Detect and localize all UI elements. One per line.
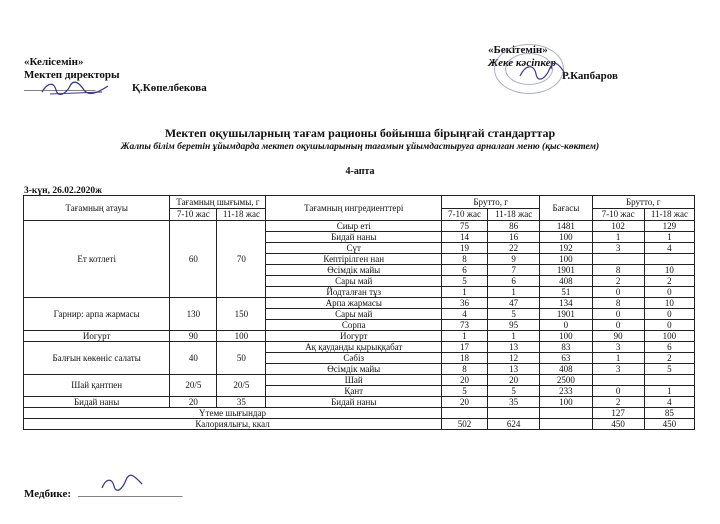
- table-row: [24, 220, 695, 231]
- cost-11-18: 10: [644, 264, 694, 275]
- ingredient-name: Иогурт: [266, 330, 442, 341]
- brutto-11-18: 16: [488, 231, 540, 242]
- ingredient-name: Қант: [266, 385, 442, 396]
- approval-right-title: «Бекітемін»: [488, 44, 548, 56]
- ingredient-name: Шай: [266, 374, 442, 385]
- brutto-11-18: 1: [488, 286, 540, 297]
- cost-7-10: 1: [592, 352, 644, 363]
- header-age-11-18: 11-18 жас: [217, 209, 266, 220]
- dish-name: Шай қантпен: [24, 374, 170, 396]
- dish-yield-7-10: 90: [170, 330, 217, 341]
- price: 2500: [540, 374, 592, 385]
- brutto-11-18: 5: [488, 385, 540, 396]
- cost-7-10: [592, 374, 644, 385]
- header-brutto-age-11-18: 11-18 жас: [488, 209, 540, 220]
- cost-7-10: 2: [592, 275, 644, 286]
- brutto-11-18: 22: [488, 242, 540, 253]
- approval-left-position: Мектеп директоры: [24, 69, 120, 81]
- ingredient-name: Сары май: [266, 275, 442, 286]
- cost-7-10: 0: [592, 286, 644, 297]
- brutto-7-10: 8: [442, 363, 488, 374]
- nurse-signature: [98, 474, 146, 494]
- document-title: Мектеп оқушыларның тағам рационы бойынша бірыңғай стандарттар: [164, 126, 556, 140]
- ingredient-name: Бидай наны: [266, 231, 442, 242]
- table-row: [24, 297, 695, 308]
- price: 0: [540, 319, 592, 330]
- calorie-11-18: 624: [488, 418, 540, 429]
- cost-7-10: 0: [592, 308, 644, 319]
- total-cost-11-18: 85: [644, 407, 694, 418]
- cost-7-10: 3: [592, 341, 644, 352]
- header-dish: Тағамның атауы: [24, 195, 170, 220]
- ingredient-name: Кептірілген нан: [266, 253, 442, 264]
- brutto-7-10: 6: [442, 264, 488, 275]
- cost-7-10: 1: [592, 231, 644, 242]
- price: 100: [540, 330, 592, 341]
- cost-7-10: [592, 253, 644, 264]
- calorie-row: [24, 418, 695, 429]
- week-label: 4-апта: [345, 166, 375, 177]
- brutto-11-18: 6: [488, 275, 540, 286]
- dish-name: Иогурт: [24, 330, 170, 341]
- header-brutto: Брутто, г: [442, 195, 540, 209]
- price: 51: [540, 286, 592, 297]
- brutto-7-10: 75: [442, 220, 488, 231]
- ingredient-name: Сары май: [266, 308, 442, 319]
- brutto-7-10: 19: [442, 242, 488, 253]
- price: 1901: [540, 264, 592, 275]
- brutto-11-18: 9: [488, 253, 540, 264]
- cost-11-18: [644, 374, 694, 385]
- cost-7-10: 8: [592, 264, 644, 275]
- ingredient-name: Йодталған тұз: [266, 286, 442, 297]
- brutto-11-18: 35: [488, 396, 540, 407]
- brutto-7-10: 18: [442, 352, 488, 363]
- cost-11-18: 1: [644, 231, 694, 242]
- brutto-11-18: 13: [488, 341, 540, 352]
- brutto-7-10: 1: [442, 330, 488, 341]
- director-signature: [40, 80, 110, 98]
- cost-11-18: 129: [644, 220, 694, 231]
- brutto-7-10: 8: [442, 253, 488, 264]
- total-cost-7-10: 127: [592, 407, 644, 418]
- table-row: [24, 374, 695, 385]
- price: 1481: [540, 220, 592, 231]
- dish-name: Бидай наны: [24, 396, 170, 407]
- approval-left-line: _____________: [24, 80, 96, 92]
- ingredient-name: Сүт: [266, 242, 442, 253]
- cost-11-18: [644, 253, 694, 264]
- header-yield: Тағамның шығымы, г: [170, 195, 266, 209]
- price: 408: [540, 275, 592, 286]
- price: 233: [540, 385, 592, 396]
- brutto-7-10: 1: [442, 286, 488, 297]
- price: 408: [540, 363, 592, 374]
- header-brutto-2: Брутто, г: [592, 195, 694, 209]
- document-subtitle: Жалпы білім беретін ұйымдарда мектеп оқушыларының тағамын ұйымдастыруға арналған меню (қыс-көктем): [120, 142, 600, 152]
- approval-right-name: Р.Капбаров: [562, 70, 618, 82]
- brutto-7-10: 20: [442, 396, 488, 407]
- dish-yield-11-18: 150: [217, 297, 266, 330]
- nurse-label: Медбике:: [24, 488, 71, 500]
- dish-name: Гарнир: арпа жармасы: [24, 297, 170, 330]
- ingredient-name: Өсімдік майы: [266, 264, 442, 275]
- cost-11-18: 5: [644, 363, 694, 374]
- calorie-label: Калориялығы, ккал: [24, 418, 442, 429]
- cost-7-10: 0: [592, 319, 644, 330]
- cost-11-18: 1: [644, 385, 694, 396]
- dish-yield-7-10: 20/5: [170, 374, 217, 396]
- total-label: Үтеме шығындар: [24, 407, 442, 418]
- brutto-7-10: 5: [442, 385, 488, 396]
- dish-yield-11-18: 50: [217, 341, 266, 374]
- cost-11-18: 10: [644, 297, 694, 308]
- brutto-11-18: 12: [488, 352, 540, 363]
- brutto-7-10: 17: [442, 341, 488, 352]
- cost-11-18: 2: [644, 352, 694, 363]
- header-price: Бағасы: [540, 195, 592, 220]
- dish-yield-7-10: 40: [170, 341, 217, 374]
- brutto-11-18: 47: [488, 297, 540, 308]
- price: 100: [540, 253, 592, 264]
- brutto-11-18: 7: [488, 264, 540, 275]
- cost-11-18: 0: [644, 319, 694, 330]
- cost-7-10: 2: [592, 396, 644, 407]
- cost-11-18: 6: [644, 341, 694, 352]
- cost-7-10: 0: [592, 385, 644, 396]
- ingredient-name: Өсімдік майы: [266, 363, 442, 374]
- header-brutto2-age-7-10: 7-10 жас: [592, 209, 644, 220]
- dish-yield-11-18: 100: [217, 330, 266, 341]
- ingredient-name: Сорпа: [266, 319, 442, 330]
- ingredient-name: Арпа жармасы: [266, 297, 442, 308]
- brutto-7-10: 73: [442, 319, 488, 330]
- price: 134: [540, 297, 592, 308]
- ingredient-name: Сиыр еті: [266, 220, 442, 231]
- header-ingredients: Тағамның ингредиенттері: [266, 195, 442, 220]
- price: 100: [540, 396, 592, 407]
- cost-11-18: 0: [644, 308, 694, 319]
- calorie-cost-7-10: 450: [592, 418, 644, 429]
- dish-name: Балғын көкөніс салаты: [24, 341, 170, 374]
- entrepreneur-signature: [516, 60, 566, 82]
- price: 1901: [540, 308, 592, 319]
- dish-yield-7-10: 20: [170, 396, 217, 407]
- brutto-7-10: 4: [442, 308, 488, 319]
- table-row: [24, 330, 695, 341]
- price: 83: [540, 341, 592, 352]
- calorie-7-10: 502: [442, 418, 488, 429]
- cost-7-10: 3: [592, 363, 644, 374]
- brutto-11-18: 86: [488, 220, 540, 231]
- dish-yield-11-18: 35: [217, 396, 266, 407]
- day-date-label: 3-күн, 26.02.2020ж: [24, 186, 102, 196]
- brutto-11-18: 13: [488, 363, 540, 374]
- approval-right-position: Жеке кәсіпкер: [488, 57, 557, 69]
- header-brutto2-age-11-18: 11-18 жас: [644, 209, 694, 220]
- dish-yield-11-18: 20/5: [217, 374, 266, 396]
- total-row: [24, 407, 695, 418]
- ingredient-name: Бидай наны: [266, 396, 442, 407]
- brutto-7-10: 20: [442, 374, 488, 385]
- table-row: [24, 341, 695, 352]
- cost-7-10: 8: [592, 297, 644, 308]
- cost-11-18: 4: [644, 396, 694, 407]
- price: 63: [540, 352, 592, 363]
- header-age-7-10: 7-10 жас: [170, 209, 217, 220]
- price: 192: [540, 242, 592, 253]
- cost-11-18: 4: [644, 242, 694, 253]
- nurse-line: ___________________: [78, 486, 183, 498]
- brutto-7-10: 14: [442, 231, 488, 242]
- price: 100: [540, 231, 592, 242]
- brutto-7-10: 5: [442, 275, 488, 286]
- header-brutto-age-7-10: 7-10 жас: [442, 209, 488, 220]
- cost-11-18: 0: [644, 286, 694, 297]
- brutto-11-18: 5: [488, 308, 540, 319]
- brutto-11-18: 20: [488, 374, 540, 385]
- approval-left-title: «Келісемін»: [24, 56, 84, 68]
- dish-yield-7-10: 60: [170, 220, 217, 297]
- ingredient-name: Ақ қауданды қырыққабат: [266, 341, 442, 352]
- dish-yield-7-10: 130: [170, 297, 217, 330]
- brutto-11-18: 95: [488, 319, 540, 330]
- cost-11-18: 2: [644, 275, 694, 286]
- ingredient-name: Сәбіз: [266, 352, 442, 363]
- dish-yield-11-18: 70: [217, 220, 266, 297]
- brutto-11-18: 1: [488, 330, 540, 341]
- table-row: [24, 396, 695, 407]
- menu-table: [23, 183, 695, 430]
- cost-7-10: 90: [592, 330, 644, 341]
- cost-7-10: 102: [592, 220, 644, 231]
- calorie-cost-11-18: 450: [644, 418, 694, 429]
- cost-11-18: 100: [644, 330, 694, 341]
- cost-7-10: 3: [592, 242, 644, 253]
- brutto-7-10: 36: [442, 297, 488, 308]
- approval-left-name: Қ.Көпелбекова: [132, 82, 207, 94]
- dish-name: Ет котлеті: [24, 220, 170, 297]
